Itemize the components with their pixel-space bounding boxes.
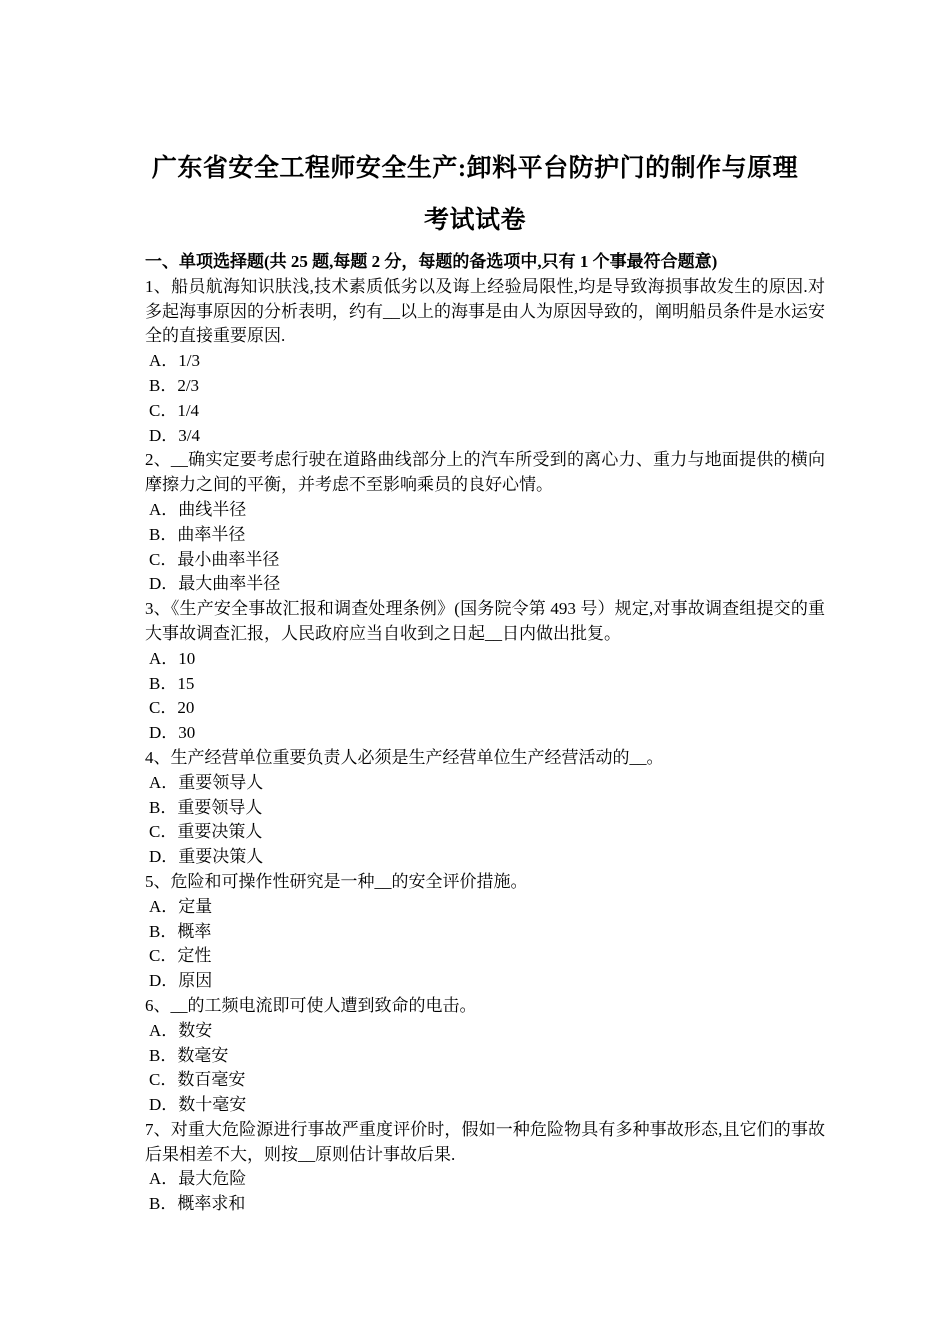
- option-a: A．最大危险: [149, 1169, 247, 1189]
- option-d: D．数十毫安: [149, 1095, 247, 1115]
- option-c: C．数百毫安: [149, 1070, 246, 1090]
- option-b: B．2/3: [149, 375, 200, 395]
- option-d: D．30: [149, 723, 196, 743]
- question-3: [145, 597, 825, 746]
- option-b: B．15: [149, 673, 195, 693]
- question-text: 4、生产经营单位重要负责人必须是生产经营单位生产经营活动的__。: [145, 747, 664, 767]
- option-d: D．重要决策人: [149, 847, 264, 867]
- question-1: [145, 275, 825, 449]
- option-c: C．1/4: [149, 400, 200, 420]
- option-d: D．原因: [149, 971, 213, 991]
- question-2: [145, 448, 825, 597]
- option-a: A．数安: [149, 1020, 213, 1040]
- question-7: [145, 1118, 825, 1217]
- option-a: A．定量: [149, 896, 213, 916]
- option-d: D．最大曲率半径: [149, 574, 281, 594]
- question-4: [145, 746, 825, 870]
- exam-content: [145, 250, 825, 1217]
- option-c: C．最小曲率半径: [149, 549, 280, 569]
- question-text: 2、__确实定要考虑行驶在道路曲线部分上的汽车所受到的离心力、重力与地面提供的横向摩擦力之间的平衡，并考虑不至影响乘员的良好心情。: [145, 450, 825, 495]
- option-c: C．重要决策人: [149, 822, 263, 842]
- document-subtitle: 考试试卷: [423, 207, 526, 234]
- option-a: A．1/3: [149, 351, 200, 371]
- question-text: 3、《生产安全事故汇报和调查处理条例》(国务院令第 493 号）规定,对事故调查组提交的重大事故调查汇报，人民政府应当自收到之日起__日内做出批复。: [145, 599, 825, 643]
- question-text: 5、危险和可操作性研究是一种__的安全评价措施。: [145, 871, 528, 891]
- document-title: 广东省安全工程师安全生产:卸料平台防护门的制作与原理: [151, 155, 799, 182]
- question-text: 7、对重大危险源进行事故严重度评价时，假如一种危险物具有多种事故形态,且它们的事故后果相差不大，则按__原则估计事故后果.: [145, 1119, 825, 1164]
- option-b: B．数毫安: [149, 1045, 229, 1065]
- option-a: A．10: [149, 648, 196, 668]
- option-d: D．3/4: [149, 425, 200, 445]
- option-b: B．概率: [149, 921, 212, 941]
- option-b: B．曲率半径: [149, 524, 246, 544]
- question-6: [145, 994, 825, 1118]
- option-b: B．重要领导人: [149, 797, 263, 817]
- option-b: B．概率求和: [149, 1194, 246, 1214]
- option-c: C．20: [149, 698, 195, 718]
- question-text: 6、__的工频电流即可使人遭到致命的电击。: [145, 995, 477, 1015]
- option-a: A．重要领导人: [149, 772, 264, 792]
- question-5: [145, 870, 825, 994]
- section-heading: 一、单项选择题(共 25 题,每题 2 分，每题的备选项中,只有 1 个事最符合题意): [145, 252, 718, 271]
- question-text: 1、船员航海知识肤浅,技术素质低劣以及诲上经验局限性,均是导致海损事故发生的原因.对多起海事原因的分析表明，约有__以上的海事是由人为原因导致的，阐明船员条件是水运安全的直接重要原因.: [145, 276, 825, 346]
- option-c: C．定性: [149, 946, 212, 966]
- option-a: A．曲线半径: [149, 499, 247, 519]
